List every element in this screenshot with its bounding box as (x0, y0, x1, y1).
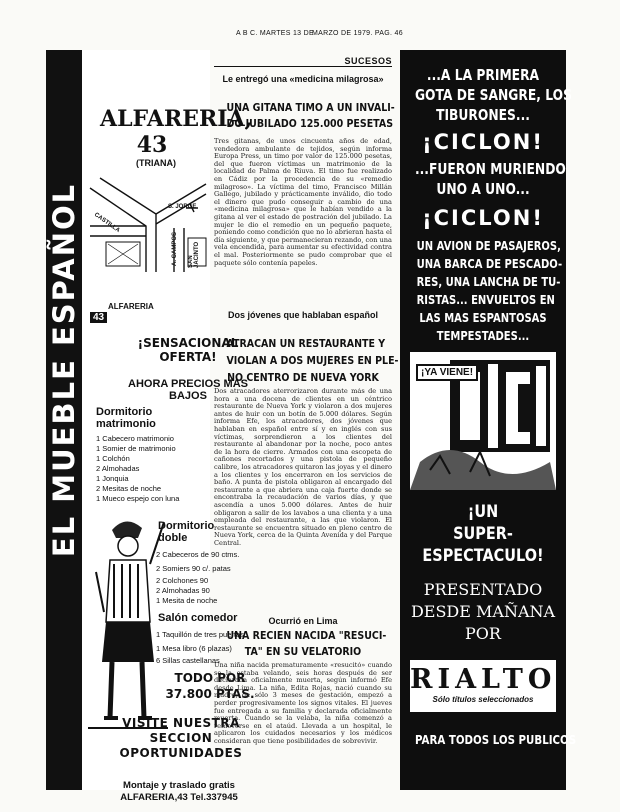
news-column (214, 50, 399, 795)
sensational-offer: ¡SENSACIONAL OFERTA! (137, 336, 239, 364)
coming-soon-badge: ¡YA VIENE! (416, 364, 478, 381)
cinema-name: RIALTO (410, 664, 557, 695)
ad-line: UNO A UNO... (436, 180, 530, 198)
ad-line: ...A LA PRIMERA (426, 66, 540, 84)
ad-line: ...FUERON MURIENDO (414, 160, 566, 178)
street-acampos: A. CAMPOS (172, 231, 179, 267)
article3-headline-1: UNA RECIEN NACIDA "RESUCI- (226, 629, 387, 642)
street-sanjacinto: SAN JACINTO (188, 241, 200, 268)
furniture-ad (46, 50, 255, 803)
list-item: 1 Somier de matrimonio (96, 444, 176, 453)
list-item: 1 Jonquia (96, 474, 129, 483)
presented-line: PRESENTADO (423, 580, 543, 599)
street-alfareria: ALFARERIA (108, 302, 154, 311)
presented-line: POR (465, 624, 501, 643)
district: (TRIANA) (136, 158, 176, 168)
article2-headline-3: NO CENTRO DE NUEVA YORK (227, 371, 379, 384)
article3-kicker: Ocurrió en Lima (268, 616, 338, 626)
article3-body: Una niña nacida prematuramente «resucitó» cuando se la estaba velando, seis horas después de ser declarada oficialmente muerta, según informó Efe desde Lima. La niña, Edita Rojas, nació cuando su madre, de sólo 3 meses de gestación, empezó a perder progresivamente los signos vitales. El jueves fue entregada a su familia y declarada oficialmente muerta. Cuando se la velaba, la niña comenzó a removerse en el ataúd. Llevada a un hospital, le aplicaron los cuidados necesarios y los médicos consideran que tiene posibilidades de sobrevivir. (214, 662, 392, 745)
map-number-43: 43 (90, 312, 107, 323)
article1-body: Tres gitanas, de unos cincuenta años de edad, vendedora ambulante de tejidos, según informa Europa Press, un timo por valor de 125.000 pesetas, del que fueron víctimas un matrimonio de la localidad de Palma de Riuva. El timo fue realizado en Cádiz por la procedencia de su «remedio milagroso». La víctima del timo, Francisco Millán Gallego, jubilado y prácticamente inválido, dio todo el dinero que pudo conseguir a cambio de una «medicina milagrosa» que le habían vendido a la gitana al ver el estado de postración del jubilado. La mujer le dio el remedio en un pequeño paquete, poniendo como condición que no lo abrieran hasta el día siguiente, y que permanecieran rezando, con una vela encendida, para aumentar su efectividad contra el mal. Posteriormente se pudo comprobar que el paquete sólo contenía papeles. (214, 138, 392, 267)
footer-address: ALFARERIA,43 Tel.337945 (120, 792, 238, 803)
section-double-title: Dormitorio doble (158, 520, 215, 544)
store-number: 43 (136, 132, 168, 158)
ad-line: UN AVION DE PASAJEROS, (416, 238, 561, 253)
ad-line: GOTA DE SANGRE, LOS (414, 86, 572, 104)
total-price: TODO POR 37.800 PTAS. (165, 671, 255, 701)
article1-headline-1: UNA GITANA TIMO A UN INVALI- (226, 101, 395, 114)
list-item: 1 Cabecero matrimonio (96, 434, 174, 443)
super-line: SUPER- (453, 524, 513, 544)
soldier-illustration (84, 512, 170, 740)
list-item: 2 Almohadas (96, 464, 140, 473)
super-line: ESPECTACULO! (422, 546, 544, 566)
film-artwork (410, 352, 556, 490)
section-rule (214, 66, 392, 67)
article2-body: Dos atracadores aterrorizaron durante más de una hora a una docena de clientes en un céntrico restaurante de Nueva York y violaron a dos mujeres antes de huir con un botín de 5.000 dólares. Según informa Efe, los atracadores, dos jóvenes que hablaban en español entre sí y en inglés con sus víctimas, sorprendieron a los clientes del restaurante al abandonar por la noche, poco antes de la hora de cierre. Armados con una escopeta de cañones recortados y una pistola de pequeño calibre, los atracadores quitaron las joyas y el dinero a los clientes y los encerraron en los servicios de baño. A punta de pistola obligaron al encargado del restaurante a que abriera una caja fuerte donde se encontraba la recaudación de varios días, y que ascendía a unos 5.000 dólares. Antes de huir obligaron a salir de los lavabos a una clienta y a una empleada del restaurante, a las que violaron. El restaurante se encuentra situado en pleno centro de Nueva York, cerca de la Quinta Avenida y del Parque Central. (214, 388, 392, 547)
cinema-tagline: Sólo títulos seleccionados (432, 695, 534, 704)
article2-headline-1: ATRACAN UN RESTAURANTE Y (226, 337, 386, 350)
street-castilla: CASTILLA (92, 212, 121, 234)
cinema-box (410, 660, 556, 712)
list-item: 1 Taquillón de tres puertas (156, 630, 244, 639)
page-header-date: MARZO DE 1979. PAG. 46 (312, 30, 403, 37)
article2-headline-2: VIOLAN A DOS MUJERES EN PLE- (226, 354, 399, 367)
article2-kicker: Dos jóvenes que hablaban español (227, 310, 379, 320)
street-sjorge: S. JORGE (168, 204, 197, 210)
section-living-title: Salón comedor (158, 612, 238, 624)
footer-delivery: Montaje y traslado gratis (123, 780, 235, 791)
list-item: 1 Mesita de noche (156, 596, 218, 605)
page-header: A B C. MARTES 13 DE (236, 30, 314, 37)
cinema-ad (400, 50, 577, 790)
audience-rating: PARA TODOS LOS PUBLICOS (414, 732, 577, 747)
list-item: 1 Colchón (96, 454, 130, 463)
section-label: SUCESOS (344, 56, 392, 66)
section-bedroom-title: Dormitorio matrimonio (96, 406, 156, 430)
article1-headline-2: DO JUBILADO 125.000 PESETAS (226, 117, 394, 130)
article1-kicker: Le entregó una «medicina milagrosa» (222, 74, 384, 84)
store-name: ALFARERIA, (100, 106, 253, 132)
visit-section: VISITE NUESTRA SECCION OPORTUNIDADES (119, 716, 243, 760)
presented-line: DESDE MAÑANA (410, 602, 556, 621)
list-item: 6 Sillas castellanas (156, 656, 220, 665)
ad-line: TIBURONES... (436, 106, 530, 124)
vertical-title: EL MUEBLE ESPAÑOL (47, 182, 81, 558)
list-item: 2 Somiers 90 c/. patas (156, 564, 231, 573)
lower-prices: AHORA PRECIOS MAS BAJOS (128, 378, 248, 402)
ad-line: RISTAS... ENVUELTOS EN (416, 292, 555, 307)
ad-line: LAS MAS ESPANTOSAS (419, 310, 547, 325)
ciclon-1: ¡CICLON! (422, 130, 544, 154)
ciclon-2: ¡CICLON! (422, 206, 544, 230)
list-item: 2 Almohadas 90 (156, 586, 210, 595)
ad-line: TEMPESTADES... (436, 328, 530, 343)
list-item: 1 Mesa libro (6 plazas) (156, 644, 232, 653)
super-line: ¡UN (467, 502, 499, 522)
list-item: 2 Cabeceros de 90 ctms. (156, 550, 240, 559)
ad-line: UNA BARCA DE PESCADO- (416, 256, 563, 271)
list-item: 2 Colchones 90 (156, 576, 209, 585)
article3-headline-2: TA" EN SU VELATORIO (244, 645, 362, 658)
list-item: 1 Mueco espejo con luna (96, 494, 180, 503)
list-item: 2 Mesitas de noche (96, 484, 162, 493)
ad-line: RES, UNA LANCHA DE TU- (416, 274, 561, 289)
